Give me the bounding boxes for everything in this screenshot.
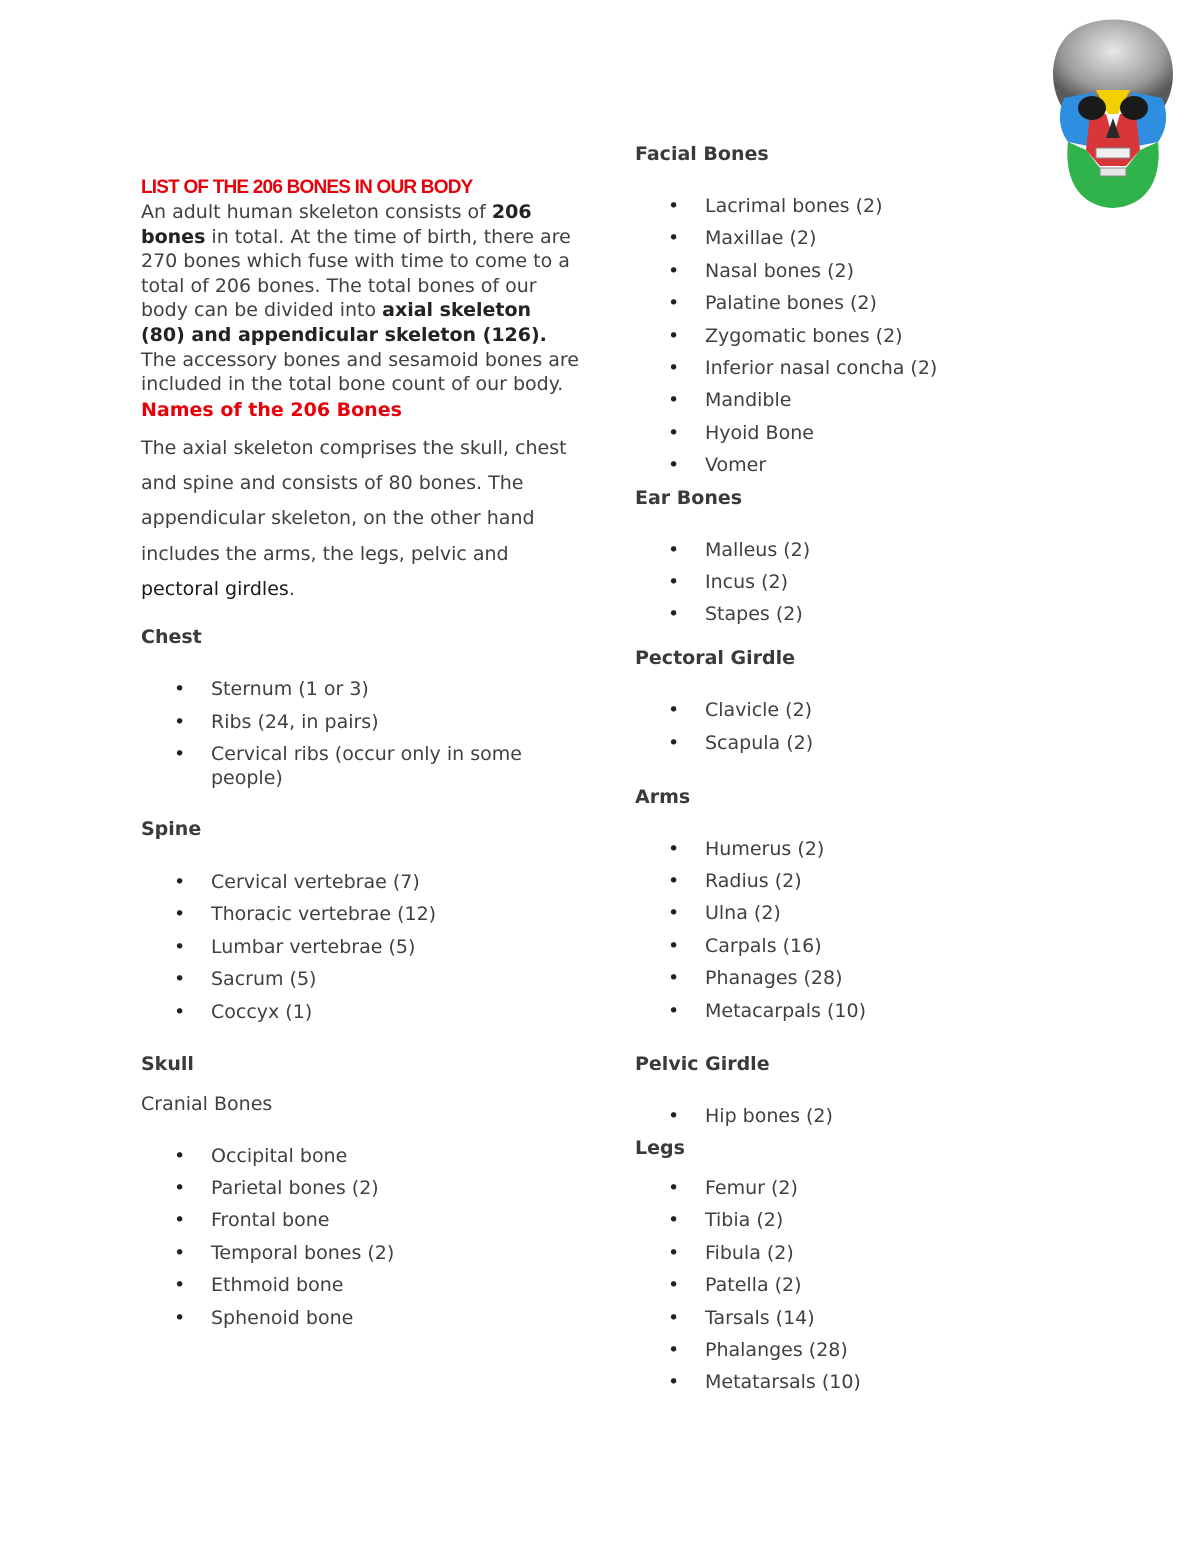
section-heading-skull: Skull bbox=[141, 1052, 194, 1075]
right-column bbox=[635, 142, 1055, 1403]
list-item: • Zygomatic bones (2) bbox=[635, 324, 1055, 348]
list-item: • Sphenoid bone bbox=[141, 1306, 581, 1330]
list-item: • Lacrimal bones (2) bbox=[635, 194, 1055, 218]
names-heading: Names of the 206 Bones bbox=[141, 398, 402, 421]
cranial-bones-subheading: Cranial Bones bbox=[141, 1092, 273, 1115]
cranial-list bbox=[141, 1144, 581, 1330]
section-heading-legs: Legs bbox=[635, 1137, 685, 1160]
intro-text-2: in total. At the time of birth, there are 270 bones which fuse with time to come to a total of 206 bones. The total bones of our body can be divided into bbox=[141, 225, 571, 322]
axial-text-1: The axial skeleton comprises the skull, chest and spine and consists of 80 bones. The appendicular skeleton, on the other hand includes the arms, the legs, pelvic and bbox=[141, 436, 567, 565]
section-heading-pelvic: Pelvic Girdle bbox=[635, 1052, 770, 1075]
list-item: • Femur (2) bbox=[635, 1176, 1055, 1200]
intro-text-3: The accessory bones and sesamoid bones are included in the total bone count of our body. bbox=[141, 348, 579, 396]
section-heading-facial: Facial Bones bbox=[635, 143, 769, 165]
list-item: • Inferior nasal concha (2) bbox=[635, 356, 1055, 380]
list-item: • Fibula (2) bbox=[635, 1241, 1055, 1265]
section-heading-spine: Spine bbox=[141, 818, 202, 841]
list-item: • Sternum (1 or 3) bbox=[141, 677, 581, 701]
list-item: • Temporal bones (2) bbox=[141, 1241, 581, 1265]
spine-list bbox=[141, 870, 581, 1024]
teeth bbox=[1096, 148, 1130, 158]
list-item: • Cervical vertebrae (7) bbox=[141, 870, 581, 894]
list-item: • Phanages (28) bbox=[635, 966, 1055, 990]
list-item: • Hyoid Bone bbox=[635, 421, 1055, 445]
section-heading-pectoral: Pectoral Girdle bbox=[635, 647, 796, 670]
legs-list bbox=[635, 1176, 1055, 1394]
intro-text-1: An adult human skeleton consists of bbox=[141, 201, 492, 223]
right-orbit bbox=[1120, 96, 1148, 120]
axial-text-3: . bbox=[288, 577, 295, 600]
list-item: • Lumbar vertebrae (5) bbox=[141, 935, 581, 959]
list-item: • Tibia (2) bbox=[635, 1208, 1055, 1232]
left-column bbox=[141, 176, 581, 1338]
section-heading-ear: Ear Bones bbox=[635, 486, 743, 509]
facial-list bbox=[635, 194, 1055, 477]
intro-paragraph bbox=[141, 200, 581, 397]
list-item: • Frontal bone bbox=[141, 1208, 581, 1232]
list-item: • Phalanges (28) bbox=[635, 1338, 1055, 1362]
ear-list bbox=[635, 538, 1055, 627]
pelvic-list bbox=[635, 1104, 1055, 1128]
section-heading-arms: Arms bbox=[635, 785, 691, 808]
list-item: • Ulna (2) bbox=[635, 901, 1055, 925]
list-item: • Scapula (2) bbox=[635, 731, 1055, 755]
list-item: • Thoracic vertebrae (12) bbox=[141, 902, 581, 926]
list-item: • Malleus (2) bbox=[635, 538, 1055, 562]
list-item: • Humerus (2) bbox=[635, 837, 1055, 861]
list-item: • Ethmoid bone bbox=[141, 1273, 581, 1297]
list-item: • Metatarsals (10) bbox=[635, 1370, 1055, 1394]
skull-illustration bbox=[1044, 18, 1182, 212]
list-item: • Clavicle (2) bbox=[635, 698, 1055, 722]
list-item: • Maxillae (2) bbox=[635, 226, 1055, 250]
list-item: • Cervical ribs (occur only in some people) bbox=[141, 742, 581, 790]
intro-bold-1: 206 bones bbox=[141, 201, 532, 248]
list-item: • Parietal bones (2) bbox=[141, 1176, 581, 1200]
list-item: • Patella (2) bbox=[635, 1273, 1055, 1297]
list-item: • Sacrum (5) bbox=[141, 967, 581, 991]
left-orbit bbox=[1078, 96, 1106, 120]
list-item: • Radius (2) bbox=[635, 869, 1055, 893]
axial-paragraph bbox=[141, 431, 581, 607]
document-title: LIST OF THE 206 BONES IN OUR BODY bbox=[141, 177, 473, 198]
list-item: • Ribs (24, in pairs) bbox=[141, 710, 581, 734]
list-item: • Vomer bbox=[635, 453, 1055, 477]
list-item: • Hip bones (2) bbox=[635, 1104, 1055, 1128]
pectoral-list bbox=[635, 698, 1055, 754]
list-item: • Incus (2) bbox=[635, 570, 1055, 594]
list-item: • Mandible bbox=[635, 388, 1055, 412]
list-item: • Carpals (16) bbox=[635, 934, 1055, 958]
chest-list bbox=[141, 677, 581, 790]
list-item: • Tarsals (14) bbox=[635, 1306, 1055, 1330]
list-item: • Metacarpals (10) bbox=[635, 999, 1055, 1023]
list-item: • Nasal bones (2) bbox=[635, 259, 1055, 283]
axial-text-2: pectoral girdles bbox=[141, 577, 289, 600]
arms-list bbox=[635, 837, 1055, 1023]
intro-bold-2: axial skeleton (80) and appendicular skeleton (126). bbox=[141, 299, 547, 346]
list-item: • Occipital bone bbox=[141, 1144, 581, 1168]
section-heading-chest: Chest bbox=[141, 626, 202, 649]
list-item: • Coccyx (1) bbox=[141, 1000, 581, 1024]
list-item: • Palatine bones (2) bbox=[635, 291, 1055, 315]
list-item: • Stapes (2) bbox=[635, 602, 1055, 626]
